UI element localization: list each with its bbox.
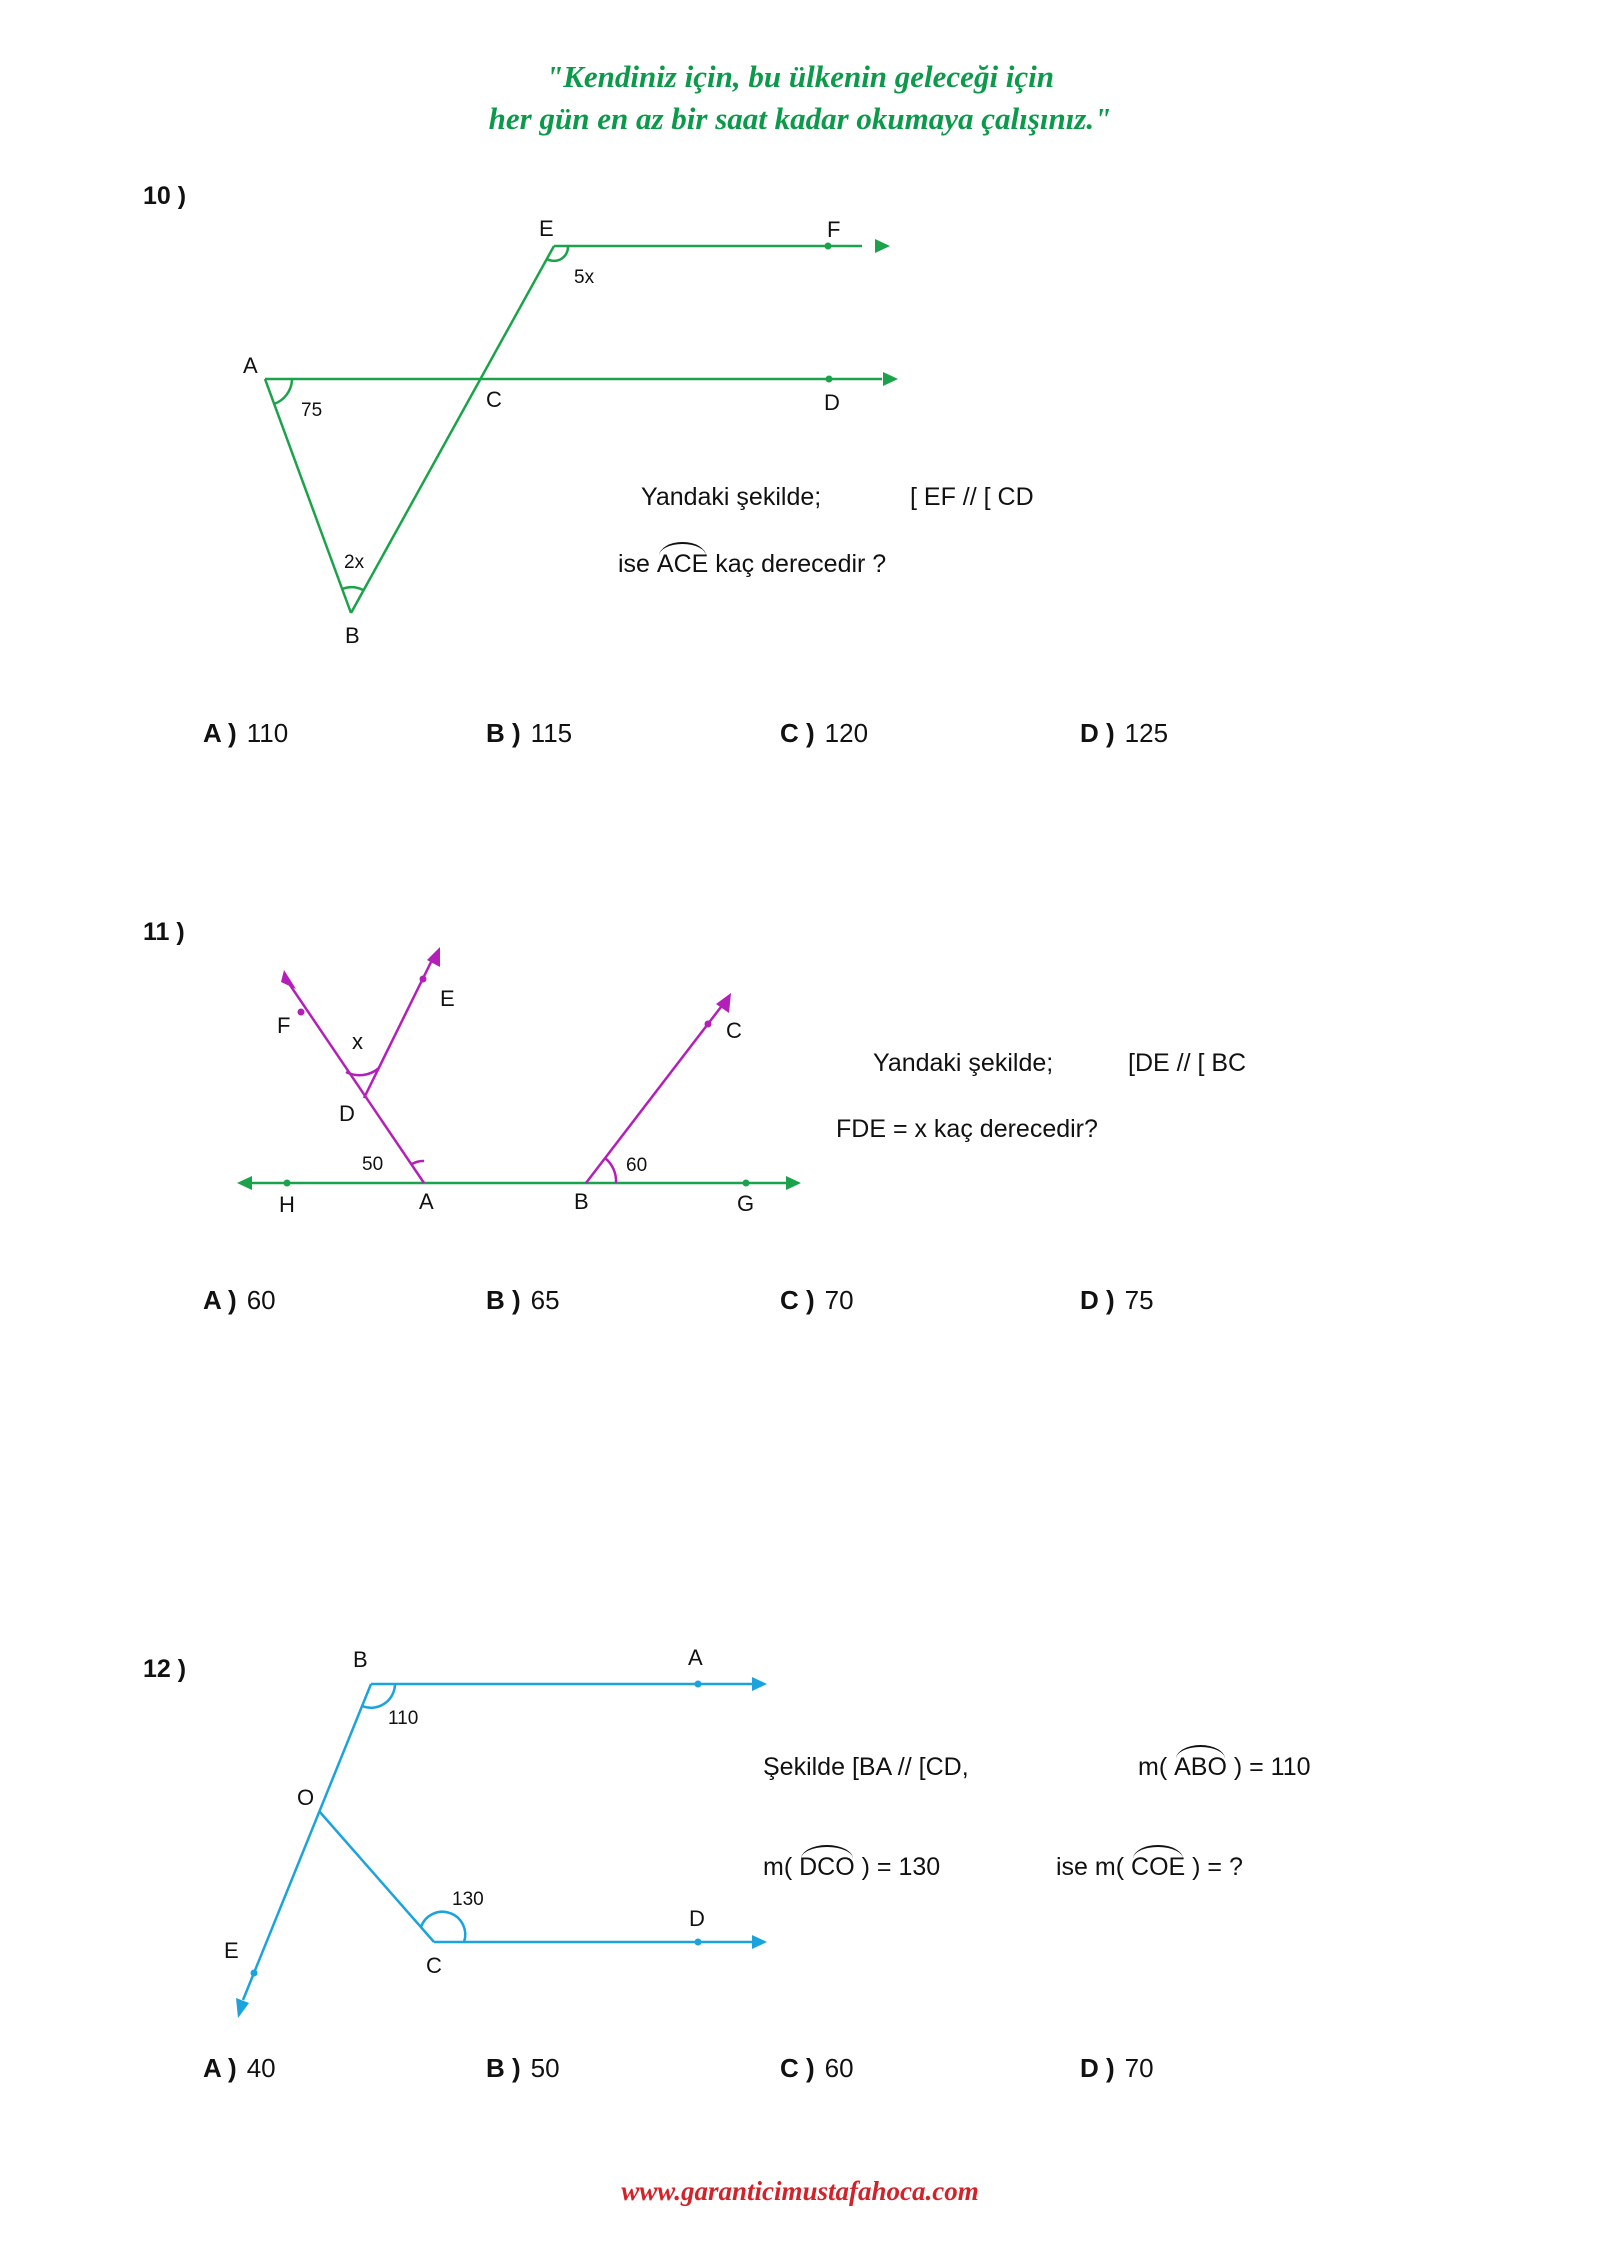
angle-abo: ABO	[1174, 1753, 1227, 1781]
label-e: E	[440, 986, 455, 1011]
q12-option-b[interactable]	[486, 2053, 560, 2084]
q11-option-d[interactable]	[1080, 1285, 1154, 1316]
angle-arc-a	[274, 379, 292, 404]
angle-arc-b	[605, 1158, 616, 1183]
option-letter: A )	[203, 718, 237, 748]
point-d-dot	[695, 1939, 702, 1946]
label-d: D	[339, 1101, 355, 1126]
label-c: C	[426, 1953, 442, 1978]
question-11-number: 11 )	[143, 918, 185, 946]
angle-dco: DCO	[799, 1853, 855, 1881]
label-c: C	[726, 1018, 742, 1043]
ray-bc	[586, 1003, 724, 1183]
option-value: 75	[1124, 1285, 1154, 1315]
m-prefix: m(	[1138, 1753, 1168, 1781]
angle-arc-a	[412, 1161, 424, 1164]
label-a: A	[243, 353, 258, 378]
arrowhead-g	[786, 1176, 801, 1190]
q11-statement: Yandaki şekilde;	[873, 1049, 1054, 1077]
angle-label-60: 60	[626, 1155, 648, 1176]
q10-question-prefix: ise	[618, 550, 650, 578]
angle-label-75: 75	[301, 400, 323, 421]
option-letter: B )	[486, 1285, 521, 1315]
option-letter: C )	[780, 1285, 815, 1315]
motivational-quote-line-2: her gün en az bir saat kadar okumaya çalışınız."	[488, 101, 1112, 136]
option-value: 125	[1124, 718, 1169, 748]
option-value: 65	[530, 1285, 560, 1315]
angle-label-x: x	[352, 1029, 363, 1054]
ask-prefix: ise m(	[1056, 1853, 1125, 1881]
q10-question-suffix: kaç derecedir ?	[715, 550, 887, 578]
point-a-dot	[695, 1681, 702, 1688]
q11-option-a[interactable]	[203, 1285, 276, 1316]
option-letter: C )	[780, 2053, 815, 2083]
point-g-dot	[743, 1180, 750, 1187]
option-value: 60	[246, 1285, 276, 1315]
label-b: B	[353, 1647, 368, 1672]
option-letter: A )	[203, 2053, 237, 2083]
m-suffix: ) = 130	[861, 1853, 941, 1881]
q10-angle-ace: ACE	[656, 550, 709, 578]
point-f-dot	[825, 243, 832, 250]
option-letter: D )	[1080, 718, 1115, 748]
ray-be	[243, 1684, 371, 2000]
question-12-diagram	[0, 1620, 1600, 2040]
q10-option-d[interactable]	[1080, 718, 1168, 749]
angle-label-110: 110	[388, 1708, 419, 1729]
label-d: D	[689, 1906, 705, 1931]
option-value: 115	[530, 718, 573, 748]
q12-option-c[interactable]	[780, 2053, 854, 2084]
option-letter: A )	[203, 1285, 237, 1315]
point-d-dot	[826, 376, 833, 383]
label-e: E	[224, 1938, 239, 1963]
arrowhead-f	[875, 239, 890, 253]
ask-suffix: ) = ?	[1192, 1853, 1243, 1881]
q10-statement: Yandaki şekilde;	[641, 483, 822, 511]
angle-arc-b	[342, 587, 363, 590]
label-f: F	[277, 1013, 291, 1038]
option-letter: D )	[1080, 2053, 1115, 2083]
option-value: 70	[1124, 2053, 1154, 2083]
label-h: H	[279, 1192, 295, 1217]
option-value: 110	[246, 718, 289, 748]
arrowhead-d	[752, 1935, 767, 1949]
label-a: A	[419, 1189, 434, 1214]
question-10-diagram	[0, 0, 1600, 700]
label-a: A	[688, 1645, 703, 1670]
question-11-diagram	[0, 900, 1600, 1260]
q12-angle-abo-measure	[1138, 1753, 1311, 1782]
angle-label-130: 130	[452, 1889, 484, 1910]
point-c-dot	[705, 1021, 712, 1028]
option-value: 60	[824, 2053, 854, 2083]
point-h-dot	[284, 1180, 291, 1187]
q10-parallel: [ EF // [ CD	[910, 483, 1034, 511]
m-prefix: m(	[763, 1853, 793, 1881]
arrowhead-a	[752, 1677, 767, 1691]
angle-label-5x: 5x	[574, 267, 595, 288]
question-10-number: 10 )	[143, 182, 187, 210]
q12-angle-dco-measure	[763, 1853, 940, 1882]
footer-url[interactable]: www.garanticimustafahoca.com	[621, 2176, 979, 2206]
option-value: 120	[824, 718, 869, 748]
option-value: 50	[530, 2053, 560, 2083]
label-o: O	[297, 1785, 315, 1810]
label-f: F	[827, 217, 841, 242]
arrowhead-e	[236, 1998, 249, 2018]
label-d: D	[824, 390, 840, 415]
q10-option-a[interactable]	[203, 718, 288, 749]
option-letter: D )	[1080, 1285, 1115, 1315]
q10-option-c[interactable]	[780, 718, 868, 749]
segment-oc	[319, 1811, 434, 1942]
label-b: B	[574, 1189, 589, 1214]
label-c: C	[486, 387, 502, 412]
angle-coe: COE	[1131, 1853, 1186, 1881]
q11-parallel: [DE // [ BC	[1128, 1049, 1247, 1077]
option-value: 40	[246, 2053, 276, 2083]
q11-option-c[interactable]	[780, 1285, 854, 1316]
motivational-quote-line-1: "Kendiniz için, bu ülkenin geleceği için	[545, 59, 1055, 94]
q10-question	[618, 550, 886, 579]
angle-arc-c	[421, 1912, 465, 1942]
q10-option-b[interactable]	[486, 718, 572, 749]
option-letter: B )	[486, 718, 521, 748]
angle-label-2x: 2x	[344, 552, 365, 573]
point-f-dot	[298, 1009, 305, 1016]
segment-be	[351, 246, 554, 613]
option-letter: C )	[780, 718, 815, 748]
point-e-dot	[251, 1970, 258, 1977]
q12-option-a[interactable]	[203, 2053, 276, 2084]
q12-option-d[interactable]	[1080, 2053, 1154, 2084]
q12-question	[1056, 1853, 1243, 1882]
q11-option-b[interactable]	[486, 1285, 560, 1316]
arrowhead-h	[237, 1176, 252, 1190]
option-letter: B )	[486, 2053, 521, 2083]
label-g: G	[737, 1191, 755, 1216]
question-12-number: 12 )	[143, 1655, 187, 1683]
option-value: 70	[824, 1285, 854, 1315]
label-b: B	[345, 623, 360, 648]
q12-statement: Şekilde [BA // [CD,	[763, 1753, 969, 1781]
arrowhead-d	[883, 372, 898, 386]
angle-arc-d	[346, 1068, 379, 1075]
m-suffix: ) = 110	[1233, 1753, 1311, 1781]
angle-label-50: 50	[362, 1154, 384, 1175]
q11-question: FDE = x kaç derecedir?	[836, 1115, 1098, 1143]
arrowhead-f	[281, 970, 296, 989]
point-e-dot	[420, 976, 427, 983]
label-e: E	[539, 216, 554, 241]
